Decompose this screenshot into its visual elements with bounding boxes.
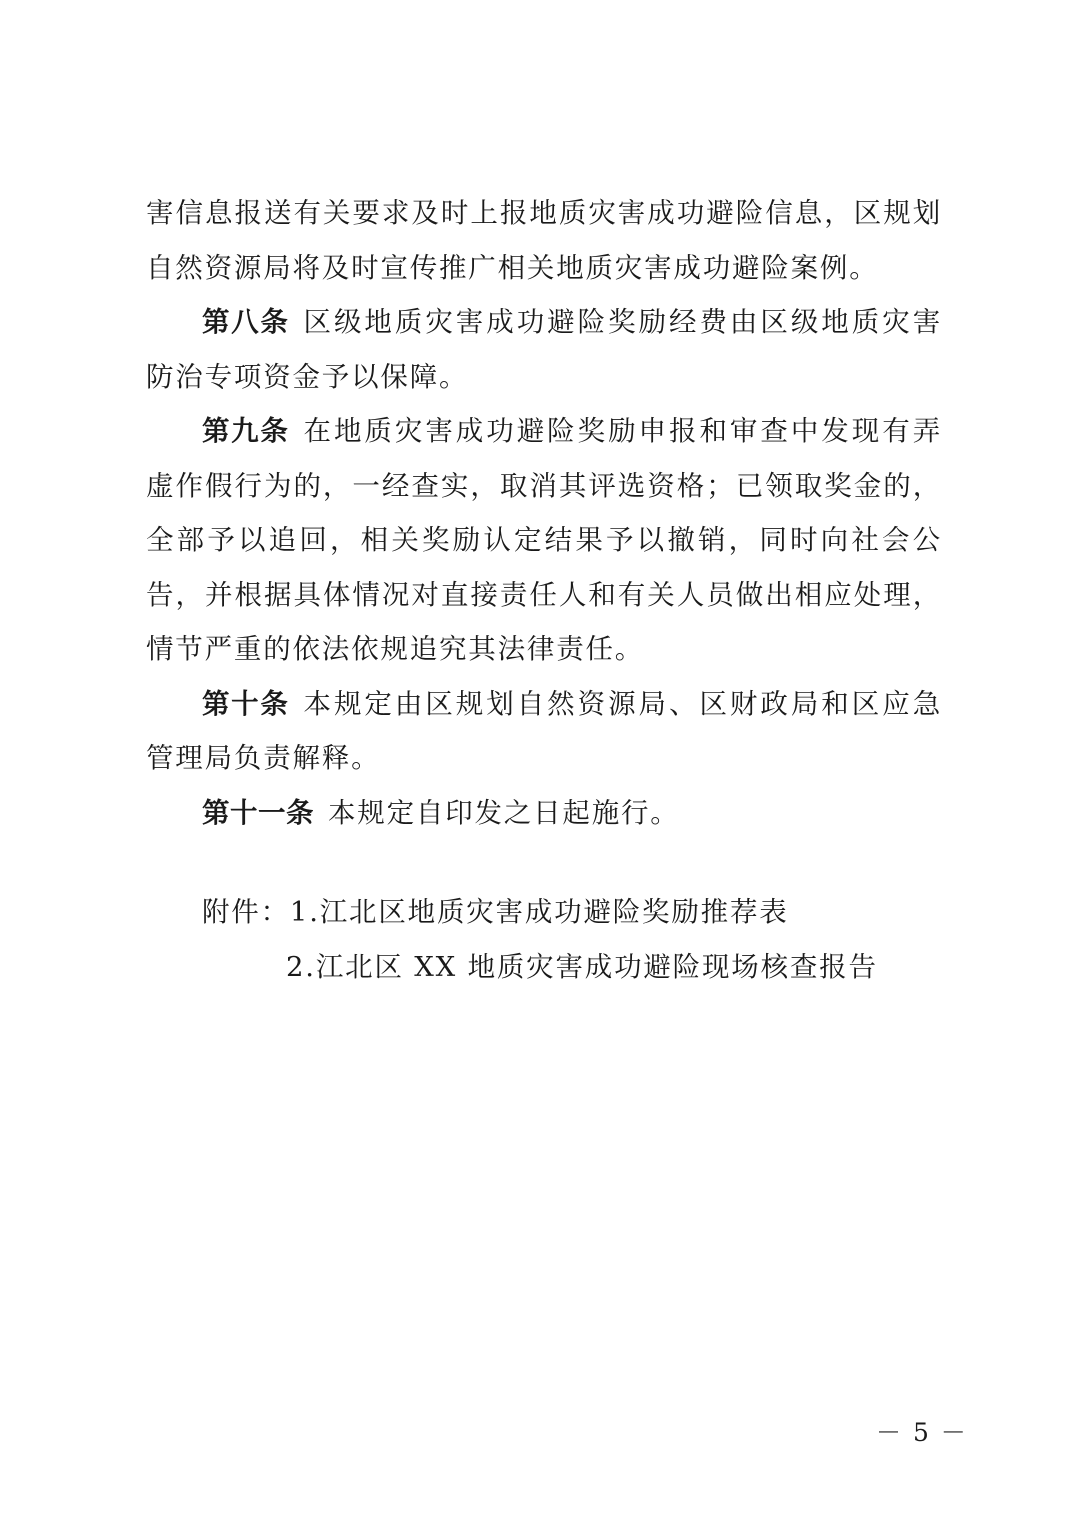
article-8-number: 第八条 — [202, 306, 290, 338]
article-10 — [146, 677, 942, 786]
attachment-item-2 — [202, 940, 942, 995]
attachment-item-1-text: 1.江北区地质灾害成功避险奖励推荐表 — [289, 896, 789, 928]
attachment-item-1 — [202, 885, 942, 940]
article-11 — [146, 786, 942, 841]
article-10-text: 本规定由区规划自然资源局、区财政局和区应急管理局负责解释。 — [146, 687, 942, 774]
article-10-number: 第十条 — [202, 687, 290, 720]
attachment-item-2-text: 2.江北区 XX 地质灾害成功避险现场核查报告 — [286, 950, 878, 983]
article-9-number: 第九条 — [202, 415, 290, 447]
article-9-text: 在地质灾害成功避险奖励申报和审查中发现有弄虚作假行为的，一经查实，取消其评选资格；已领取奖金的，全部予以追回，相关奖励认定结果予以撤销，同时向社会公告，并根据具体情况对直接责任人和有关人员做出相应处理，情节严重的依法依规追究其法律责任。 — [146, 415, 942, 665]
article-8-text: 区级地质灾害成功避险奖励经费由区级地质灾害防治专项资金予以保障。 — [146, 306, 942, 393]
attachments-section — [202, 885, 942, 994]
document-body — [146, 186, 942, 840]
article-9 — [146, 404, 942, 677]
page-number: － 5 － — [876, 1418, 968, 1447]
article-11-text: 本规定自印发之日起施行。 — [328, 796, 680, 829]
attachments-label: 附件： — [202, 896, 290, 928]
continuation-paragraph: 害信息报送有关要求及时上报地质灾害成功避险信息，区规划自然资源局将及时宣传推广相关地质灾害成功避险案例。 — [146, 197, 942, 284]
article-11-number: 第十一条 — [202, 796, 314, 829]
article-8 — [146, 295, 942, 404]
